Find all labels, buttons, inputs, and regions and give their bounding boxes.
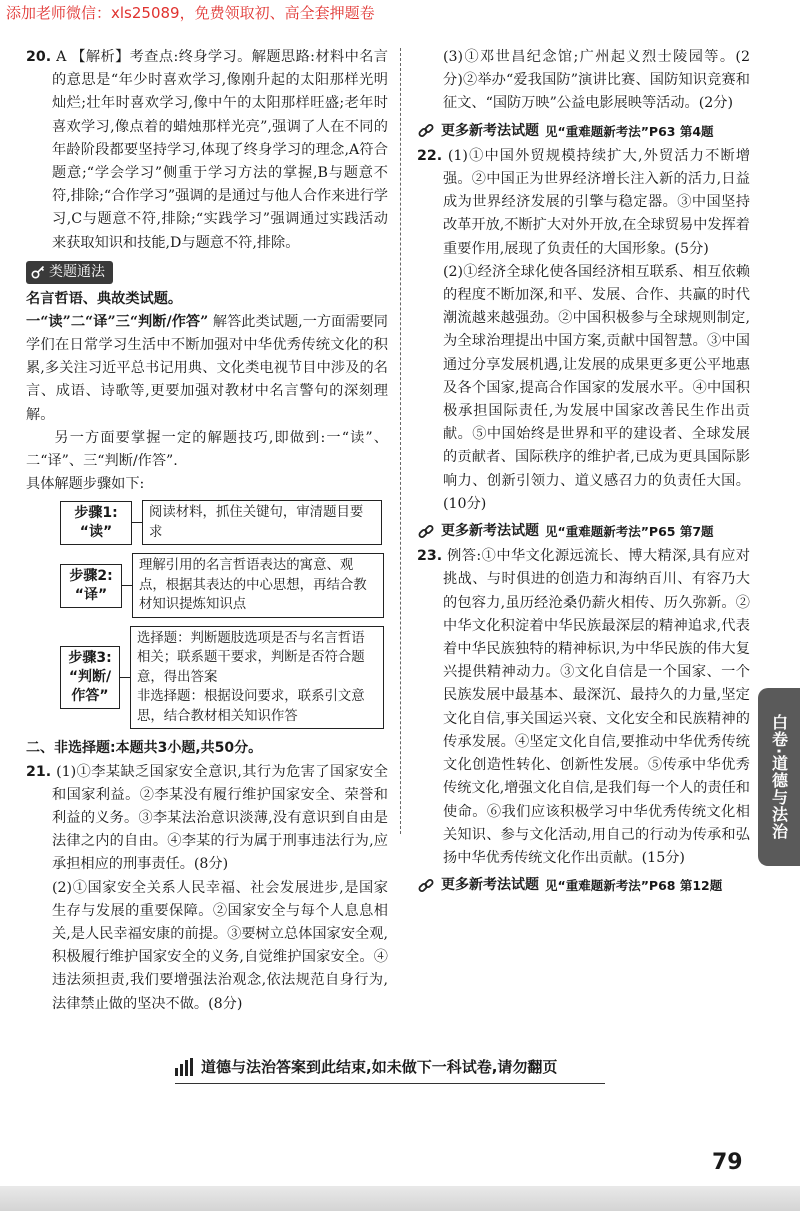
left-column [26, 46, 388, 1016]
step-2-label-line2: “译” [74, 586, 108, 603]
method-badge [26, 261, 113, 284]
step-3-label [60, 646, 120, 709]
method-para-1-text: 解答此类试题,一方面需要同学们在日常学习生活中不断加强对中华优秀传统文化的积累,多关注习近平总书记用典、文化类电视节目中涉及的名言、成语、诗歌等,更要加强对教材中名言警句的深刻理解。 [26, 313, 388, 423]
question-21-part-1 [26, 761, 388, 877]
solution-steps [26, 500, 388, 729]
step-1 [60, 500, 388, 545]
link-icon [417, 523, 435, 541]
more-link-23-label: 更多新考法试题 [441, 877, 539, 894]
question-23-p1: 例答:①中华文化源远流长、博大精深,具有应对挑战、与时俱进的创造力和海纳百川、有容乃大的包容力,虽历经沧桑仍薪火相传、历久弥新。②中华文化积淀着中华民族最深层的精神追求,代表着中华民族独特的精神标识,为中华民族的伟大复兴提供精神动力。③文化自信是一个国家、一个民族发展中最基本、最深沉、最持久的力量,坚定文化自信,事关国运兴衰、文化安全和民族精神的传承发展。④坚定文化自信,要推动中华优秀传统文化创造性转化、创新性发展。⑤传承中华优秀传统文化,增强文化自信,是我们每一个人的责任和使命。⑥我们应该积极学习中华优秀传统文化相关知识、参与文化活动,用自己的行动为传承和弘扬中华优秀传统文化作出贡献。(15分) [443, 548, 750, 866]
step-2-label-line1: 步骤2: [69, 567, 113, 584]
method-badge-label: 类题通法 [49, 263, 105, 280]
question-22-part-1 [417, 145, 750, 261]
step-1-label [60, 501, 132, 545]
more-link-22-ref: 见“重难题新考法”P65 第7题 [545, 524, 714, 540]
page-number: 79 [712, 1150, 743, 1175]
key-icon [31, 265, 45, 279]
footer-underline [175, 1083, 605, 1084]
step-3-label-line2: “判断/作答” [68, 669, 112, 705]
step-2 [60, 553, 388, 618]
step-3 [60, 626, 388, 730]
more-link-22-label: 更多新考法试题 [441, 523, 539, 540]
more-link-22[interactable] [417, 520, 750, 543]
link-icon [417, 122, 435, 140]
question-22-number: 22. [417, 147, 443, 164]
method-para-2: 另一方面要掌握一定的解题技巧,即做到:一“读”、二“译”、三“判断/作答”. [26, 429, 388, 469]
question-20-text: A 【解析】考查点:终身学习。解题思路:材料中名言的意思是“年少时喜欢学习,像刚升起的太阳那样光明灿烂;壮年时喜欢学习,像中午的太阳那样旺盛;老年时喜欢学习,像点着的蜡烛那样光亮”,强调了人在不同的年龄阶段都要坚持学习,体现了终身学习的理念,A符合题意;“学会学习”侧重于学习方法的掌握,B与题意不符,排除;“合作学习”强调的是通过与他人合作来进行学习,C与题意不符,排除;“实践学习”强调通过实践活动来获取知识和技能,D与题意不符,排除。 [52, 49, 388, 251]
step-1-label-line2: “读” [79, 523, 113, 540]
question-21-p1: (1)①李某缺乏国家安全意识,其行为危害了国家安全和国家利益。②李某没有履行维护国家安全、荣誉和利益的义务。③李某法治意识淡薄,没有意识到自由是法律之内的自由。④李某的行为属于刑事违法行为,应承担相应的刑事责任。(8分) [52, 763, 388, 873]
question-22-p2: (2)①经济全球化使各国经济相互联系、相互依赖的程度不断加深,和平、发展、合作、共赢的时代潮流越来越强劲。②中国积极参与全球规则制定,为全球治理提出中国方案,贡献中国智慧。③中国通过分享发展机遇,让发展的成果更多更公平地惠及各个国家,提高合作国家的发展水平。④中国积极承担国际责任,为发展中国家改善民生作出贡献。⑤中国始终是世界和平的建设者、全球发展的贡献者、国际秩序的维护者,已成为更具国际影响力、创新引领力、道义感召力的负责任大国。(10分) [443, 263, 750, 512]
method-para-3: 具体解题步骤如下: [26, 476, 145, 493]
more-link-23[interactable] [417, 874, 750, 897]
link-icon [417, 877, 435, 895]
step-1-connector [132, 522, 142, 523]
question-20 [26, 46, 388, 255]
step-2-label [60, 564, 122, 608]
question-20-number: 20. [26, 49, 52, 65]
step-1-body: 阅读材料，抓住关键句，审清题目要求 [142, 500, 382, 545]
method-para-1 [26, 311, 388, 427]
right-column [417, 46, 750, 899]
step-3-label-line1: 步骤3: [68, 650, 112, 667]
more-link-21-label: 更多新考法试题 [441, 122, 539, 139]
watermark: 添加老师微信：xls25089，免费领取初、高全套押题卷 [6, 4, 375, 22]
side-tab: 白卷·道德与法治 [758, 688, 800, 866]
footer-note-text: 道德与法治答案到此结束,如未做下一科试卷,请勿翻页 [201, 1058, 558, 1076]
step-1-label-line1: 步骤1: [74, 504, 118, 521]
bars-icon [175, 1058, 193, 1076]
question-23-number: 23. [417, 548, 443, 565]
step-3-body: 选择题：判断题肢选项是否与名言哲语相关；联系题干要求，判断是否符合题意，得出答案 非选择题：根据设问要求，联系引文意思，结合教材相关知识作答 [130, 626, 384, 730]
column-divider [400, 48, 401, 834]
method-title: 名言哲语、典故类试题。 [26, 290, 183, 307]
method-para-1-bold: 一“读”二“译”三“判断/作答” [26, 313, 209, 330]
section-2-title: 二、非选择题:本题共3小题,共50分。 [26, 740, 263, 757]
question-23 [417, 545, 750, 870]
step-2-connector [122, 585, 132, 586]
step-3-connector [120, 677, 130, 678]
more-link-23-ref: 见“重难题新考法”P68 第12题 [545, 878, 723, 894]
question-21-number: 21. [26, 763, 52, 780]
more-link-21[interactable] [417, 120, 750, 143]
step-2-body: 理解引用的名言哲语表达的寓意、观点，根据其表达的中心思想，再结合教材知识提炼知识点 [132, 553, 384, 618]
footer-note [175, 1056, 557, 1077]
question-21-p3: (3)①邓世昌纪念馆;广州起义烈士陵园等。(2分)②举办“爱我国防”演讲比赛、国防知识竞赛和征文、“国防万映”公益电影展映等活动。(2分) [443, 49, 750, 112]
question-21-p2: (2)①国家安全关系人民幸福、社会发展进步,是国家生存与发展的重要保障。②国家安全与每个人息息相关,是人民幸福安康的前提。③要树立总体国家安全观,积极履行维护国家安全的义务,自觉维护国家安全。④违法须担责,我们要增强法治观念,依法规范自身行为,法律禁止做的坚决不做。(8分) [52, 879, 388, 1012]
question-22-p1: (1)①中国外贸规模持续扩大,外贸活力不断增强。②中国正为世界经济增长注入新的活力,日益成为世界经济发展的引擎与稳定器。③中国坚持改革开放,不断扩大对外开放,在全球贸易中发挥着重要作用,展现了负责任的大国形象。(5分) [443, 147, 751, 257]
page-edge-shadow [0, 1186, 800, 1211]
more-link-21-ref: 见“重难题新考法”P63 第4题 [545, 123, 714, 139]
